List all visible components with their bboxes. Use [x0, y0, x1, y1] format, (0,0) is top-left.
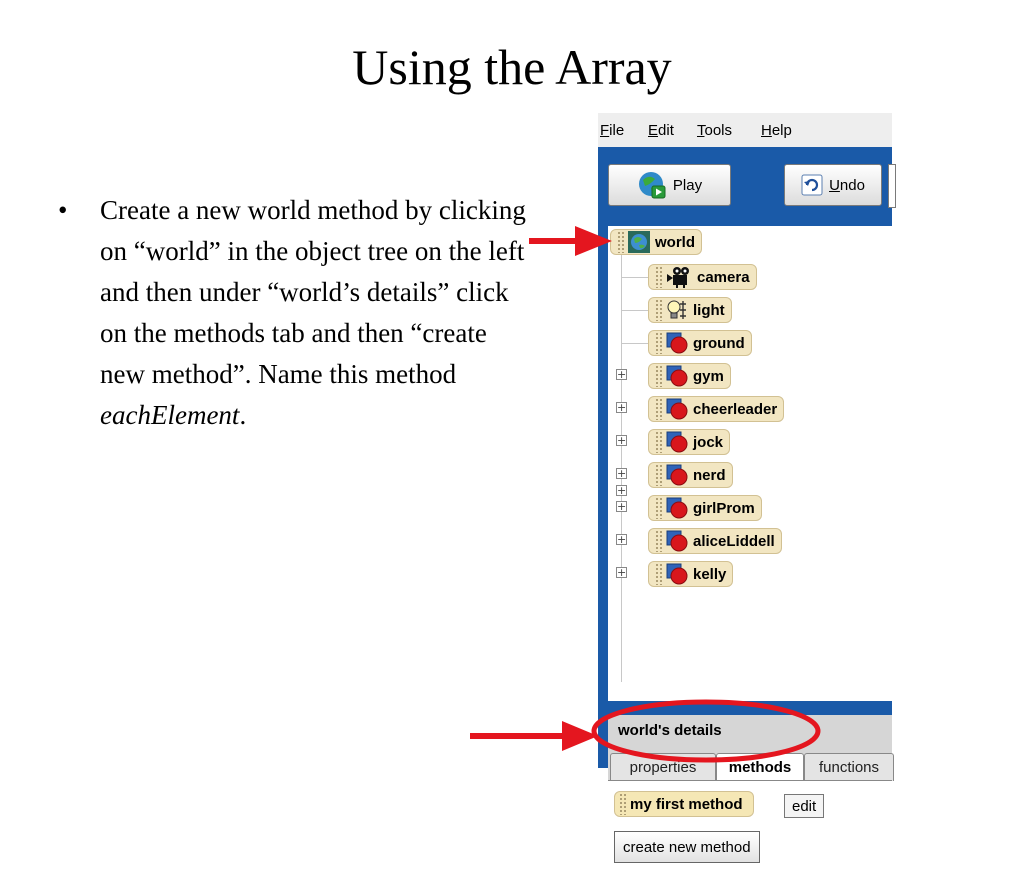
menu-file[interactable]: File — [600, 122, 625, 139]
tree-branch — [621, 310, 649, 311]
slide-title: Using the Array — [352, 39, 672, 95]
undo-icon — [801, 174, 823, 196]
expand-toggle[interactable]: + — [617, 401, 627, 414]
object-icon — [666, 398, 688, 420]
drag-grip[interactable] — [655, 431, 663, 453]
expand-toggle[interactable]: + — [617, 467, 627, 480]
alice-app-window — [598, 113, 892, 856]
tree-item-label: camera — [697, 268, 750, 286]
undo-button[interactable] — [784, 164, 882, 206]
bullet-text — [100, 190, 528, 436]
expand-toggle[interactable]: + — [617, 566, 627, 579]
menu-help[interactable]: Help — [761, 122, 792, 139]
drag-grip[interactable] — [617, 231, 625, 253]
camera-icon — [666, 266, 692, 288]
tree-item-label: world — [655, 233, 695, 251]
method-name: my first method — [630, 795, 743, 813]
tree-item-ground[interactable] — [648, 330, 752, 356]
method-tile-my-first-method[interactable] — [614, 791, 754, 817]
tree-item-label: ground — [693, 334, 745, 352]
tree-item-label: aliceLiddell — [693, 532, 775, 550]
tree-item-nerd[interactable] — [648, 462, 733, 488]
tree-item-label: nerd — [693, 466, 726, 484]
details-title: world's details — [618, 722, 722, 739]
tree-item-girlprom[interactable] — [648, 495, 762, 521]
drag-grip[interactable] — [655, 563, 663, 585]
expand-toggle[interactable]: + — [617, 500, 627, 513]
object-icon — [666, 464, 688, 486]
drag-grip[interactable] — [655, 464, 663, 486]
undo-label: Undo — [829, 176, 865, 194]
object-tree — [608, 226, 892, 701]
tree-item-label: light — [693, 301, 725, 319]
object-icon — [666, 497, 688, 519]
menu-bar — [598, 113, 892, 147]
bullet-period: . — [239, 400, 247, 430]
tree-item-label: gym — [693, 367, 724, 385]
menu-edit[interactable]: Edit — [648, 122, 674, 139]
method-name-emphasis: eachElement — [100, 400, 240, 430]
methods-tab-content — [608, 781, 892, 881]
object-icon — [666, 332, 688, 354]
drag-grip[interactable] — [655, 497, 663, 519]
tree-item-gym[interactable] — [648, 363, 731, 389]
drag-grip[interactable] — [619, 793, 627, 815]
tree-item-light[interactable] — [648, 297, 732, 323]
bullet-marker: • — [58, 195, 68, 225]
drag-grip[interactable] — [655, 332, 663, 354]
tree-item-cheerleader[interactable] — [648, 396, 784, 422]
tree-branch — [621, 277, 649, 278]
tree-item-label: jock — [693, 433, 724, 451]
tab-properties[interactable]: properties — [610, 753, 716, 781]
tree-item-label: kelly — [693, 565, 727, 583]
drag-grip[interactable] — [655, 398, 663, 420]
expand-toggle[interactable]: + — [617, 533, 627, 546]
object-icon — [666, 530, 688, 552]
drag-grip[interactable] — [655, 266, 663, 288]
details-panel — [608, 715, 892, 881]
tree-item-world[interactable] — [610, 229, 702, 255]
play-button[interactable] — [608, 164, 731, 206]
light-bulb-icon — [666, 299, 688, 321]
tree-item-kelly[interactable] — [648, 561, 733, 587]
drag-grip[interactable] — [655, 365, 663, 387]
expand-toggle[interactable]: + — [617, 484, 627, 497]
drag-grip[interactable] — [655, 530, 663, 552]
tree-branch — [621, 343, 649, 344]
object-icon — [666, 563, 688, 585]
play-label: Play — [672, 176, 703, 194]
menu-tools[interactable]: Tools — [697, 122, 733, 139]
bullet-paragraph — [58, 190, 528, 436]
expand-toggle[interactable]: + — [617, 434, 627, 447]
tab-functions[interactable]: functions — [804, 753, 894, 781]
tree-item-label: cheerleader — [693, 400, 778, 418]
drag-grip[interactable] — [655, 299, 663, 321]
object-icon — [666, 431, 688, 453]
object-icon — [666, 365, 688, 387]
world-globe-icon — [628, 231, 650, 253]
tree-item-aliceliddell[interactable] — [648, 528, 782, 554]
tree-item-camera[interactable] — [648, 264, 757, 290]
red-arrow-to-create-method — [470, 721, 598, 751]
tree-item-label: girlProm — [693, 499, 755, 517]
edit-button[interactable]: edit — [784, 794, 824, 818]
bullet-body: Create a new world method by clicking on “world” in the object tree on the left and then under “world’s details” click on the methods tab and then “create new method”. Name this method — [100, 195, 526, 389]
play-globe-icon — [637, 170, 667, 200]
toolbar-button-clipped[interactable] — [888, 164, 896, 208]
create-new-method-button[interactable]: create new method — [614, 831, 760, 863]
tab-methods[interactable]: methods — [716, 753, 804, 781]
tree-item-jock[interactable] — [648, 429, 730, 455]
expand-toggle[interactable]: + — [617, 368, 627, 381]
